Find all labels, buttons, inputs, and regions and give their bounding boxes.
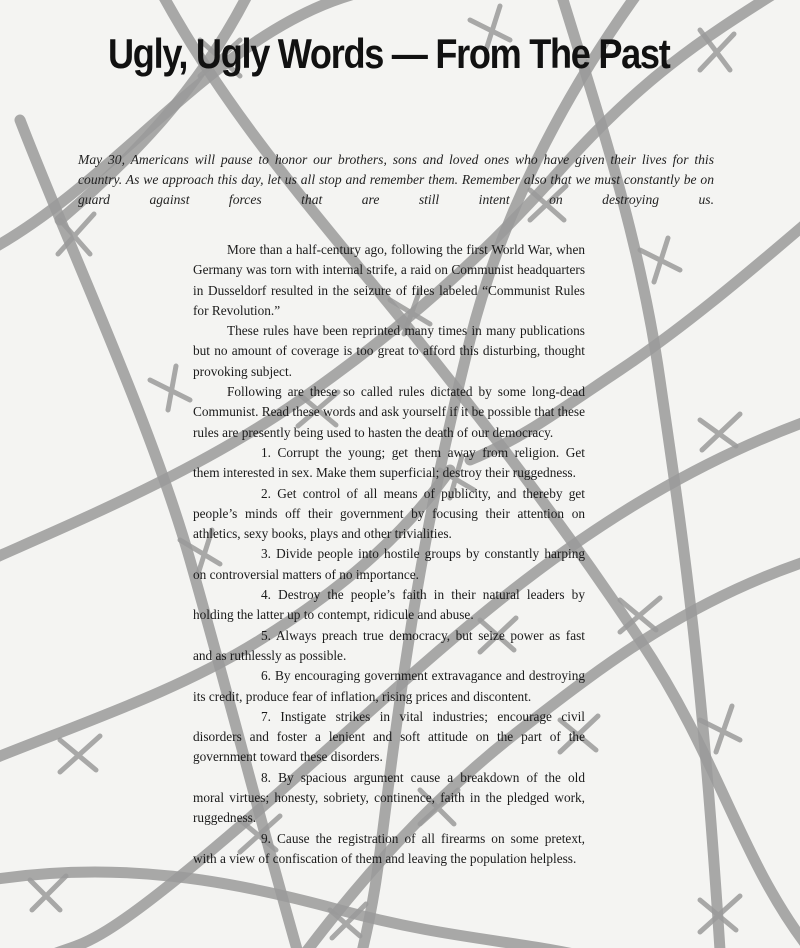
rule-text: Always preach true democracy, but seize power as fast and as ruthlessly as possible. (193, 627, 585, 663)
body-paragraph: More than a half-century ago, following the first World War, when Germany was torn with internal strife, a raid on Communist headquarters in Dusseldorf resulted in the seizure of files labeled “Communist Rules for Revolution.” (193, 242, 585, 318)
rule-text: By encouraging government extravagance and destroying its credit, produce fear of inflation, rising prices and discontent. (193, 668, 585, 704)
page-title: Ugly, Ugly Words — From The Past (108, 30, 670, 77)
rule-number: 8. (261, 769, 271, 785)
rule-number: 1. (261, 444, 271, 460)
rule-item (193, 768, 585, 829)
rule-text: Cause the registration of all firearms on some pretext, with a view of confiscation of them and leaving the population helpless. (193, 830, 586, 866)
rule-number: 6. (261, 668, 271, 684)
rule-item (193, 626, 585, 667)
rule-number: 7. (261, 708, 271, 724)
rule-item (193, 443, 585, 484)
rule-text: Corrupt the young; get them away from religion. Get them interested in sex. Make them superficial; destroy their ruggedness. (193, 444, 585, 481)
rule-text: Destroy the people’s faith in their natural leaders by holding the latter up to contempt, ridicule and abuse. (193, 587, 585, 623)
rule-number: 5. (261, 627, 271, 643)
rule-item (193, 666, 585, 707)
body-paragraph: These rules have been reprinted many times in many publications but no amount of coverage is too great to afford this disturbing, thought provoking subject. (193, 323, 585, 379)
body-paragraph: Following are these so called rules dictated by some long-dead Communist. Read these words and ask yourself if it be possible that these rules are presently being used to hasten the death of our democracy. (193, 384, 585, 440)
rule-number: 9. (261, 830, 271, 846)
rule-item (193, 707, 585, 768)
rule-text: Divide people into hostile groups by constantly harping on controversial matters of no importance. (193, 546, 585, 582)
rule-item (193, 829, 585, 870)
rule-text: By spacious argument cause a breakdown of the old moral virtues; honesty, sobriety, continence, faith in the pledged work, ruggedness. (193, 769, 585, 826)
rule-text: Get control of all means of publicity, and thereby get people’s minds off their government by focusing their attention on athletics, sexy books, plays and other trivialities. (193, 485, 585, 542)
rule-number: 4. (261, 587, 271, 603)
rule-number: 3. (261, 546, 271, 562)
intro-paragraph: May 30, Americans will pause to honor our brothers, sons and loved ones who have given their lives for this country. As we approach this day, let us all stop and remember them. Remember also that we must constantly be on guard against forces that are still intent on destroying us. (78, 152, 714, 207)
rule-item (193, 544, 585, 585)
article-body (193, 240, 585, 869)
rule-item (193, 585, 585, 626)
rule-item (193, 484, 585, 545)
rule-number: 2. (261, 485, 271, 501)
rule-text: Instigate strikes in vital industries; encourage civil disorders and foster a lenient and soft attitude on the part of the government toward these disorders. (193, 708, 586, 765)
